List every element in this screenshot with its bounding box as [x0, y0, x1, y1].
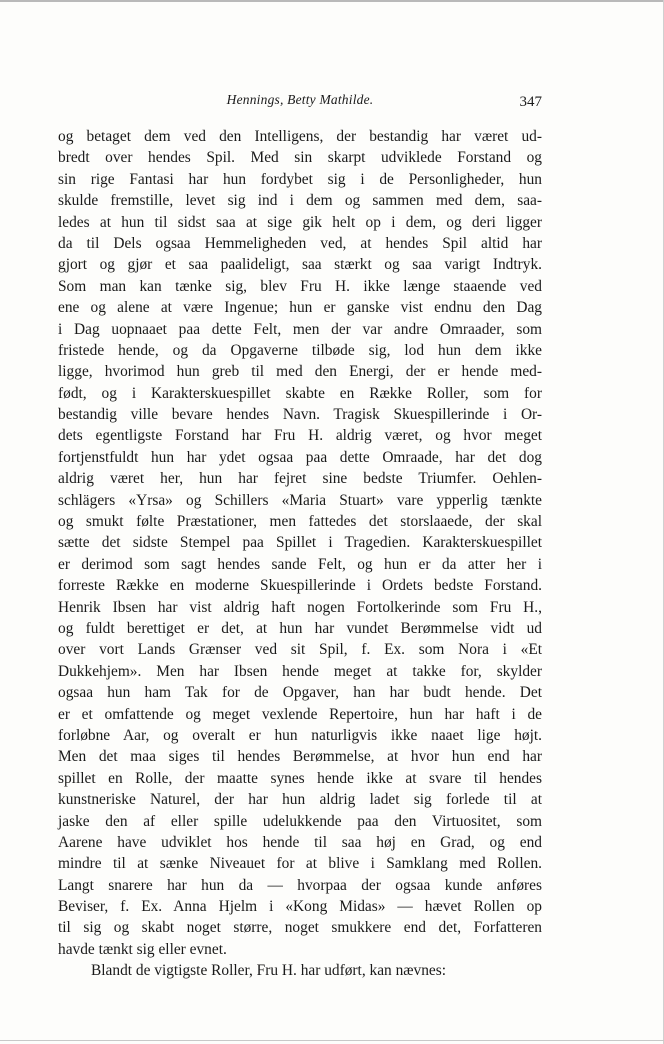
text-line: kunstneriske Naturel, der har hun aldrig ladet sig forlede til at: [58, 791, 542, 809]
body-text: [58, 126, 542, 982]
text-line: Men det maa siges til hendes Berømmelse, at hvor hun end har: [58, 748, 542, 766]
text-line: havde tænkt sig eller evnet.: [58, 940, 227, 958]
page-header: [58, 90, 542, 114]
text-line: ligge, hvorimod hun greb til med den Energi, der er hende med-: [58, 363, 542, 381]
text-line: sin rige Fantasi har hun fordybet sig i de Personligheder, hun: [58, 170, 542, 188]
text-line: Dukkehjem». Men har Ibsen hende meget at takke for, skylder: [58, 662, 542, 680]
text-line: forreste Række en moderne Skuespillerinde i Ordets bedste Forstand.: [58, 577, 542, 595]
text-line: født, og i Karakterskuespillet skabte en Række Roller, som for: [58, 384, 542, 402]
text-line: fortjenstfuldt hun har ydet ogsaa paa dette Omraade, har det dog: [58, 448, 542, 466]
text-line: Henrik Ibsen har vist aldrig haft nogen Fortolkerinde som Fru H.,: [58, 598, 542, 616]
text-line: skulde fremstille, levet sig ind i dem og sammen med dem, saa-: [58, 192, 542, 210]
text-line: sætte det sidste Stempel paa Spillet i Tragedien. Karakterskuespillet: [58, 534, 542, 552]
text-line: i Dag uopnaaet paa dette Felt, men der var andre Omraader, som: [58, 320, 542, 338]
text-line: dets egentligste Forstand har Fru H. aldrig været, og hvor meget: [58, 427, 542, 445]
text-line: forløbne Aar, og overalt er hun naturligvis ikke naaet lige højt.: [58, 726, 542, 744]
text-line: ledes at hun til sidst saa at sige gik helt op i dem, og deri ligger: [58, 213, 542, 231]
text-line: er et omfattende og meget vexlende Repertoire, hun har haft i de: [58, 705, 542, 723]
text-line: bestandig ville bevare hendes Navn. Tragisk Skuespillerinde i Or-: [58, 406, 542, 424]
text-line: mindre til at sænke Niveauet for at blive i Samklang med Rollen.: [58, 855, 542, 873]
text-line: gjort og gjør et saa paalideligt, saa stærkt og saa varigt Indtryk.: [58, 256, 542, 274]
text-line: er derimod som sagt hendes sande Felt, og hun er da atter her i: [58, 555, 542, 573]
text-line: Blandt de vigtigste Roller, Fru H. har udført, kan nævnes:: [91, 962, 447, 980]
text-line: spillet en Rolle, der maatte synes hende ikke at svare til hendes: [58, 769, 542, 787]
text-line: aldrig været her, hun har fejret sine bedste Triumfer. Oehlen-: [58, 470, 542, 488]
text-line: bredt over hendes Spil. Med sin skarpt udviklede Forstand og: [58, 149, 542, 167]
text-line: ene og alene at være Ingenue; hun er ganske vist endnu den Dag: [58, 299, 542, 317]
running-head: Hennings, Betty Mathilde.: [226, 92, 374, 107]
text-line: jaske den af eller spille udelukkende paa den Virtuositet, som: [58, 812, 542, 830]
text-line: og betaget dem ved den Intelligens, der bestandig har været ud-: [58, 128, 542, 145]
text-line: og fuldt berettiget er det, at hun har vundet Berømmelse vidt ud: [58, 619, 542, 637]
text-line: og smukt følte Præstationer, men fattedes det storslaaede, der skal: [58, 513, 542, 531]
text-line: Beviser, f. Ex. Anna Hjelm i «Kong Midas» — hævet Rollen op: [58, 898, 542, 916]
page-top-edge: [0, 0, 664, 2]
text-line: Aarene have udviklet hos hende til saa høj en Grad, og end: [58, 833, 542, 851]
text-line: Som man kan tænke sig, blev Fru H. ikke længe staaende ved: [58, 277, 542, 295]
text-line: over vort Lands Grænser ved sit Spil, f. Ex. som Nora i «Et: [58, 641, 542, 659]
text-line: Langt snarere har hun da — hvorpaa der ogsaa kunde anføres: [58, 876, 542, 894]
text-line: da til Dels ogsaa Hemmeligheden ved, at hendes Spil altid har: [58, 234, 542, 252]
text-line: fristede hende, og da Opgaverne tilbøde sig, lod hun dem ikke: [58, 341, 542, 359]
text-line: til sig og skabt noget større, noget smukkere end det, Forfatteren: [58, 919, 542, 937]
page-bottom-edge: [0, 1040, 664, 1041]
page-number: 347: [519, 94, 542, 110]
text-line: schlägers «Yrsa» og Schillers «Maria Stuart» vare ypperlig tænkte: [58, 491, 542, 509]
text-line: ogsaa hun ham Tak for de Opgaver, han har budt hende. Det: [58, 684, 542, 702]
